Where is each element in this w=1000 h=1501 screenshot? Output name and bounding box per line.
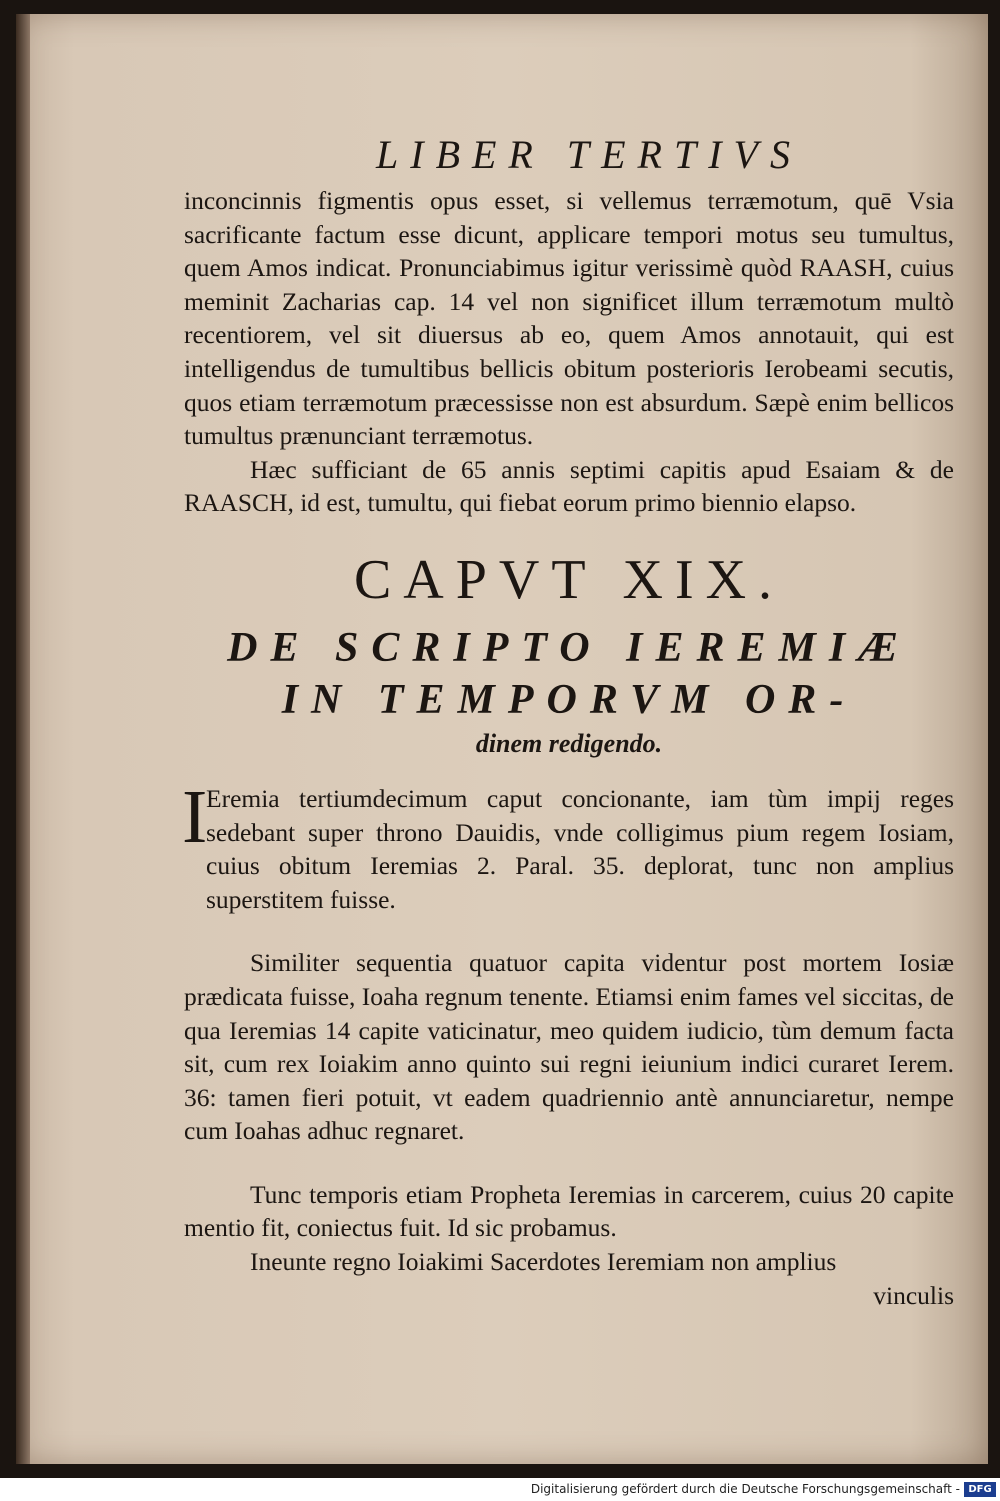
page-content [184, 130, 954, 1312]
footer-text: Digitalisierung gefördert durch die Deutsche Forschungsgemeinschaft - [530, 1482, 960, 1496]
chapter-heading: CAPVT XIX. [353, 548, 785, 611]
digitization-footer [0, 1478, 1000, 1501]
top-paragraph: inconcinnis figmentis opus esset, si vellemus terræmotum, quē Vsia sacrificante factum esse dicunt, applicare tempori motus seu tumultus, quem Amos indicat. Pronunciabimus igitur verissimè quòd RAASH, cuius meminit Zacharias cap. 14 vel non significet illum terræmotum multò recentiorem, vel sit diuersus ab eo, quem Amos annotauit, qui est intelligendus de tumultibus bellicis obitum posterioris Ierobeami secutis, quos etiam terræmotum præcessisse non est absurdum. Sæpè enim bellicos tumultus prænunciant terræmotus. [184, 186, 954, 451]
ieremia-paragraph [182, 774, 954, 916]
similiter-paragraph: Similiter sequentia quatuor capita videntur post mortem Iosiæ prædicata fuisse, Ioaha regnum tenente. Etiamsi enim fames vel siccitas, de qua Ieremias 14 capite vaticinatur, meo quidem iudicio, tùm demum facta sit, cum rex Ioiakim anno quinto sui regni ieiunium indici curaret Ierem. 36: tamen fieri potuit, vt eadem quadriennio antè annunciaretur, nempe cum Ioahas adhuc regnaret. [184, 948, 954, 1146]
catchword: vinculis [873, 1280, 954, 1310]
tunc-paragraph: Tunc temporis etiam Propheta Ieremias in carcerem, cuius 20 capite mentio fit, coniectus fuit. Id sic probamus. [184, 1179, 954, 1243]
running-head: LIBER TERTIVS [376, 132, 802, 177]
page-binding-edge [16, 14, 30, 1464]
drop-cap: I [182, 774, 208, 859]
ieremia-paragraph-text: Eremia tertiumdecimum caput concionante, iam tùm impij reges sedebant super throno Dauidis, vnde colligimus pium regem Iosiam, cuius obitum Ieremias 2. Paral. 35. deplorat, tunc non amplius superstitem fuisse. [206, 783, 954, 914]
second-paragraph: Hæc sufficiant de 65 annis septimi capitis apud Esaiam & de RAASCH, id est, tumultu, qui fiebat eorum primo biennio elapso. [184, 454, 954, 518]
book-page [16, 14, 988, 1464]
chapter-subtitle-line1: DE SCRIPTO IEREMIÆ [227, 624, 911, 671]
ineunte-paragraph: Ineunte regno Ioiakimi Sacerdotes Ieremiam non amplius [250, 1247, 837, 1277]
dfg-logo: DFG [964, 1482, 996, 1497]
chapter-subtitle-line2: IN TEMPORVM OR- [281, 676, 857, 723]
chapter-subtitle-line3: dinem redigendo. [475, 728, 663, 758]
